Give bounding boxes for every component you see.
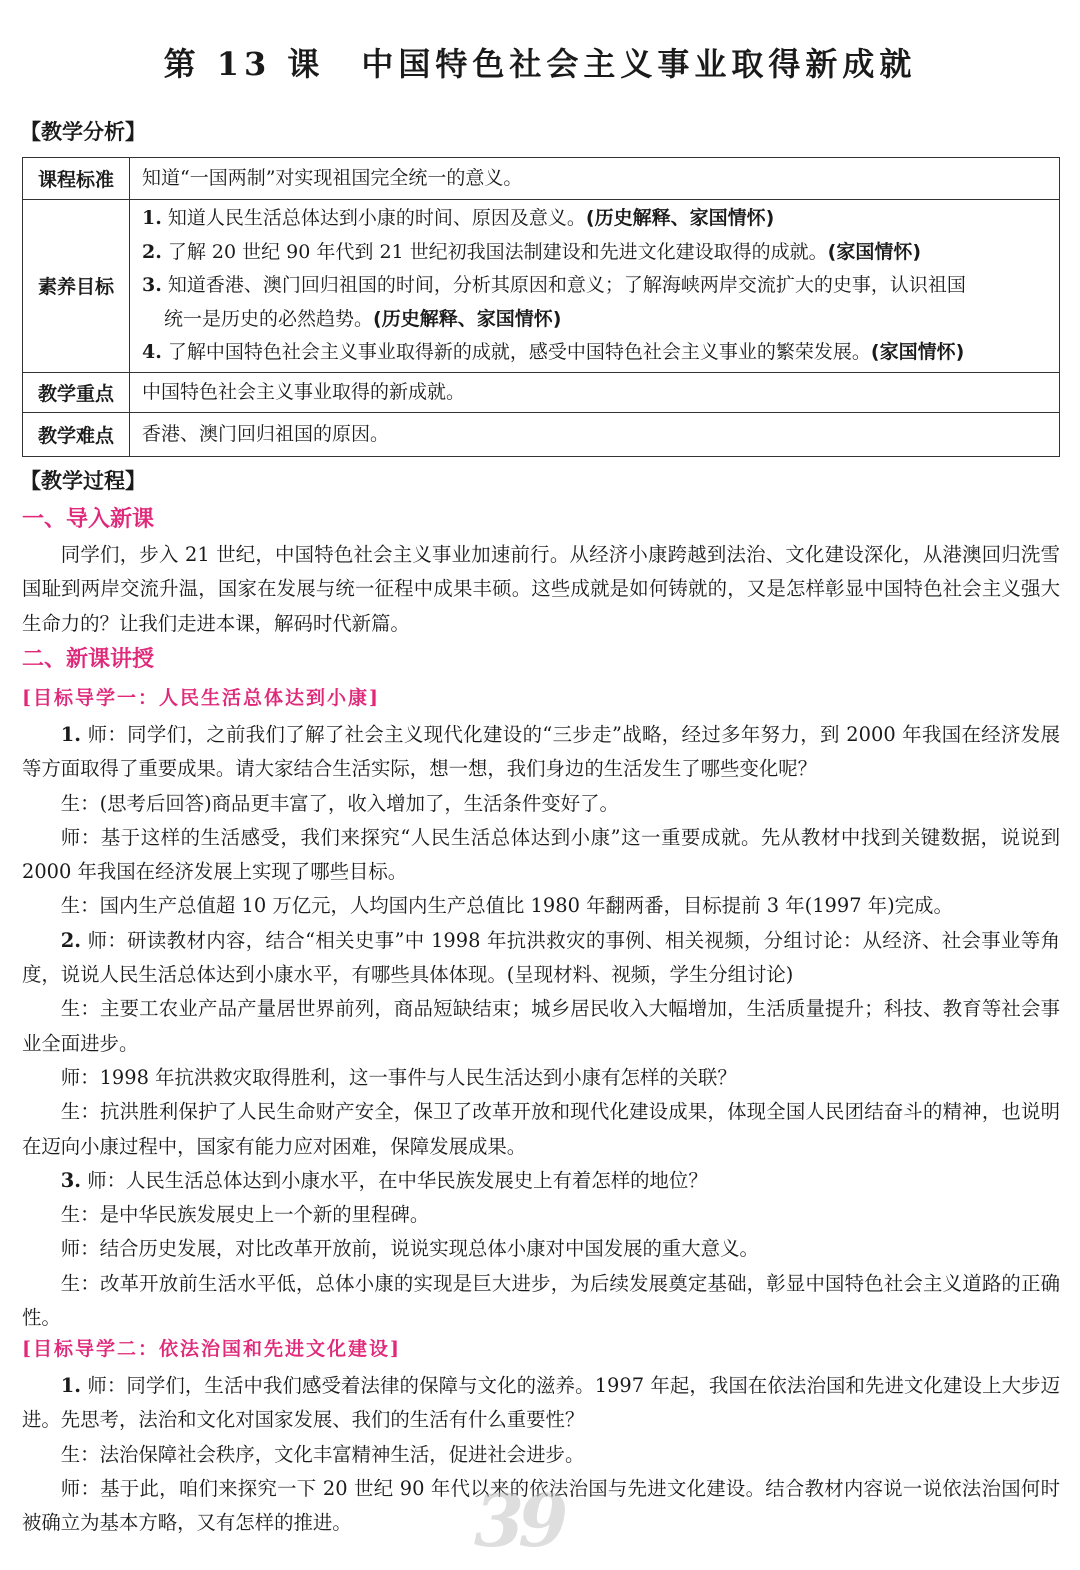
dialogue-paragraph: 2. 师：研读教材内容，结合“相关史事”中 1998 年抗洪救灾的事例、相关视频，分组讨论：从经济、社会事业等角度，说说人民生活总体达到小康水平，有哪些具体体现。(呈现材料、视频，学生分组讨论) bbox=[22, 928, 1060, 987]
target2-heading: [目标导学二：依法治国和先进文化建设] bbox=[22, 1338, 401, 1360]
intro-paragraph: 同学们，步入 21 世纪，中国特色社会主义事业加速前行。从经济小康跨越到法治、文化建设深化，从港澳回归洗雪国耻到两岸交流升温，国家在发展与统一征程中成果丰硕。这些成就是如何铸就的，又是怎样彰显中国特色社会主义强大生命力的？让我们走进本课，解码时代新篇。 bbox=[22, 543, 1060, 635]
dialogue-paragraph: 1. 师：同学们，之前我们了解了社会主义现代化建设的“三步走”战略，经过多年努力，到 2000 年我国在经济发展等方面取得了重要成果。请大家结合生活实际，想一想，我们身边的生活发生了哪些变化呢？ bbox=[22, 723, 1060, 781]
table-row-difficulties bbox=[23, 412, 1060, 456]
row-label: 教学重点 bbox=[23, 372, 130, 412]
dialogue-paragraph: 师：基于此，咱们来探究一下 20 世纪 90 年代以来的依法治国与先进文化建设。结合教材内容说一说依法治国何时被确立为基本方略，又有怎样的推进。 bbox=[22, 1476, 1060, 1535]
dialogue-paragraph: 1. 师：同学们，生活中我们感受着法律的保障与文化的滋养。1997 年起，我国在依法治国和先进文化建设上大步迈进。先思考，法治和文化对国家发展、我们的生活有什么重要性？ bbox=[22, 1374, 1060, 1432]
goal-item: 1. 知道人民生活总体达到小康的时间、原因及意义。(历史解释、家国情怀) bbox=[142, 207, 775, 229]
page-number: 39 bbox=[474, 1478, 563, 1563]
target1-heading: [目标导学一：人民生活总体达到小康] bbox=[22, 687, 380, 709]
goal-item: 4. 了解中国特色社会主义事业取得新的成就，感受中国特色社会主义事业的繁荣发展。(家国情怀) bbox=[142, 341, 965, 363]
row-content: 知道“一国两制”对实现祖国完全统一的意义。 bbox=[130, 158, 1060, 200]
table-row-literacy-goals bbox=[23, 200, 1060, 373]
dialogue-paragraph: 生：改革开放前生活水平低，总体小康的实现是巨大进步，为后续发展奠定基础，彰显中国特色社会主义道路的正确性。 bbox=[22, 1271, 1060, 1330]
teaching-process-heading: 【教学过程】 bbox=[20, 469, 146, 493]
dialogue-paragraph: 生：抗洪胜利保护了人民生命财产安全，保卫了改革开放和现代化建设成果，体现全国人民团结奋斗的精神，也说明在迈向小康过程中，国家有能力应对困难，保障发展成果。 bbox=[22, 1100, 1060, 1158]
row-label: 素养目标 bbox=[23, 200, 130, 373]
row-label: 课程标准 bbox=[23, 158, 130, 200]
dialogue-paragraph: 师：1998 年抗洪救灾取得胜利，这一事件与人民生活达到小康有怎样的关联？ bbox=[60, 1065, 737, 1089]
dialogue-paragraph: 师：结合历史发展，对比改革开放前，说说实现总体小康对中国发展的重大意义。 bbox=[60, 1237, 759, 1261]
row-content: 中国特色社会主义事业取得的新成就。 bbox=[130, 372, 1060, 412]
table-row-key-points bbox=[23, 372, 1060, 412]
dialogue-paragraph: 生：是中华民族发展史上一个新的里程碑。 bbox=[60, 1203, 430, 1227]
part2-heading: 二、新课讲授 bbox=[22, 647, 155, 672]
analysis-table bbox=[22, 157, 1060, 457]
dialogue-paragraph: 生：主要工农业产品产量居世界前列，商品短缺结束；城乡居民收入大幅增加，生活质量提升；科技、教育等社会事业全面进步。 bbox=[22, 997, 1060, 1055]
target1-body bbox=[22, 718, 1060, 1335]
dialogue-paragraph: 3. 师：人民生活总体达到小康水平，在中华民族发展史上有着怎样的地位？ bbox=[60, 1168, 708, 1192]
goal-item: 3. 知道香港、澳门回归祖国的时间，分析其原因和意义；了解海峡两岸交流扩大的史事，认识祖国 bbox=[142, 274, 966, 296]
intro-paragraph-block bbox=[22, 538, 1060, 641]
dialogue-paragraph: 生：(思考后回答)商品更丰富了，收入增加了，生活条件变好了。 bbox=[60, 791, 619, 815]
table-row-curriculum-standard bbox=[23, 158, 1060, 200]
dialogue-paragraph: 生：法治保障社会秩序，文化丰富精神生活，促进社会进步。 bbox=[60, 1442, 585, 1466]
dialogue-paragraph: 师：基于这样的生活感受，我们来探究“人民生活总体达到小康”这一重要成就。先从教材中找到关键数据，说说到 2000 年我国在经济发展上实现了哪些目标。 bbox=[22, 825, 1060, 884]
lesson-title: 第 13 课 中国特色社会主义事业取得新成就 bbox=[163, 45, 917, 83]
dialogue-paragraph: 生：国内生产总值超 10 万亿元，人均国内生产总值比 1980 年翻两番，目标提前 3 年(1997 年)完成。 bbox=[60, 894, 953, 918]
row-content: 香港、澳门回归祖国的原因。 bbox=[130, 412, 1060, 456]
teaching-analysis-heading: 【教学分析】 bbox=[20, 120, 146, 144]
goal-item: 2. 了解 20 世纪 90 年代到 21 世纪初我国法制建设和先进文化建设取得的成就。(家国情怀) bbox=[142, 240, 922, 263]
part1-heading: 一、导入新课 bbox=[22, 507, 155, 532]
goals-list bbox=[130, 200, 1060, 373]
row-label: 教学难点 bbox=[23, 412, 130, 456]
goal-item-continued: 统一是历史的必然趋势。(历史解释、家国情怀) bbox=[164, 307, 562, 330]
